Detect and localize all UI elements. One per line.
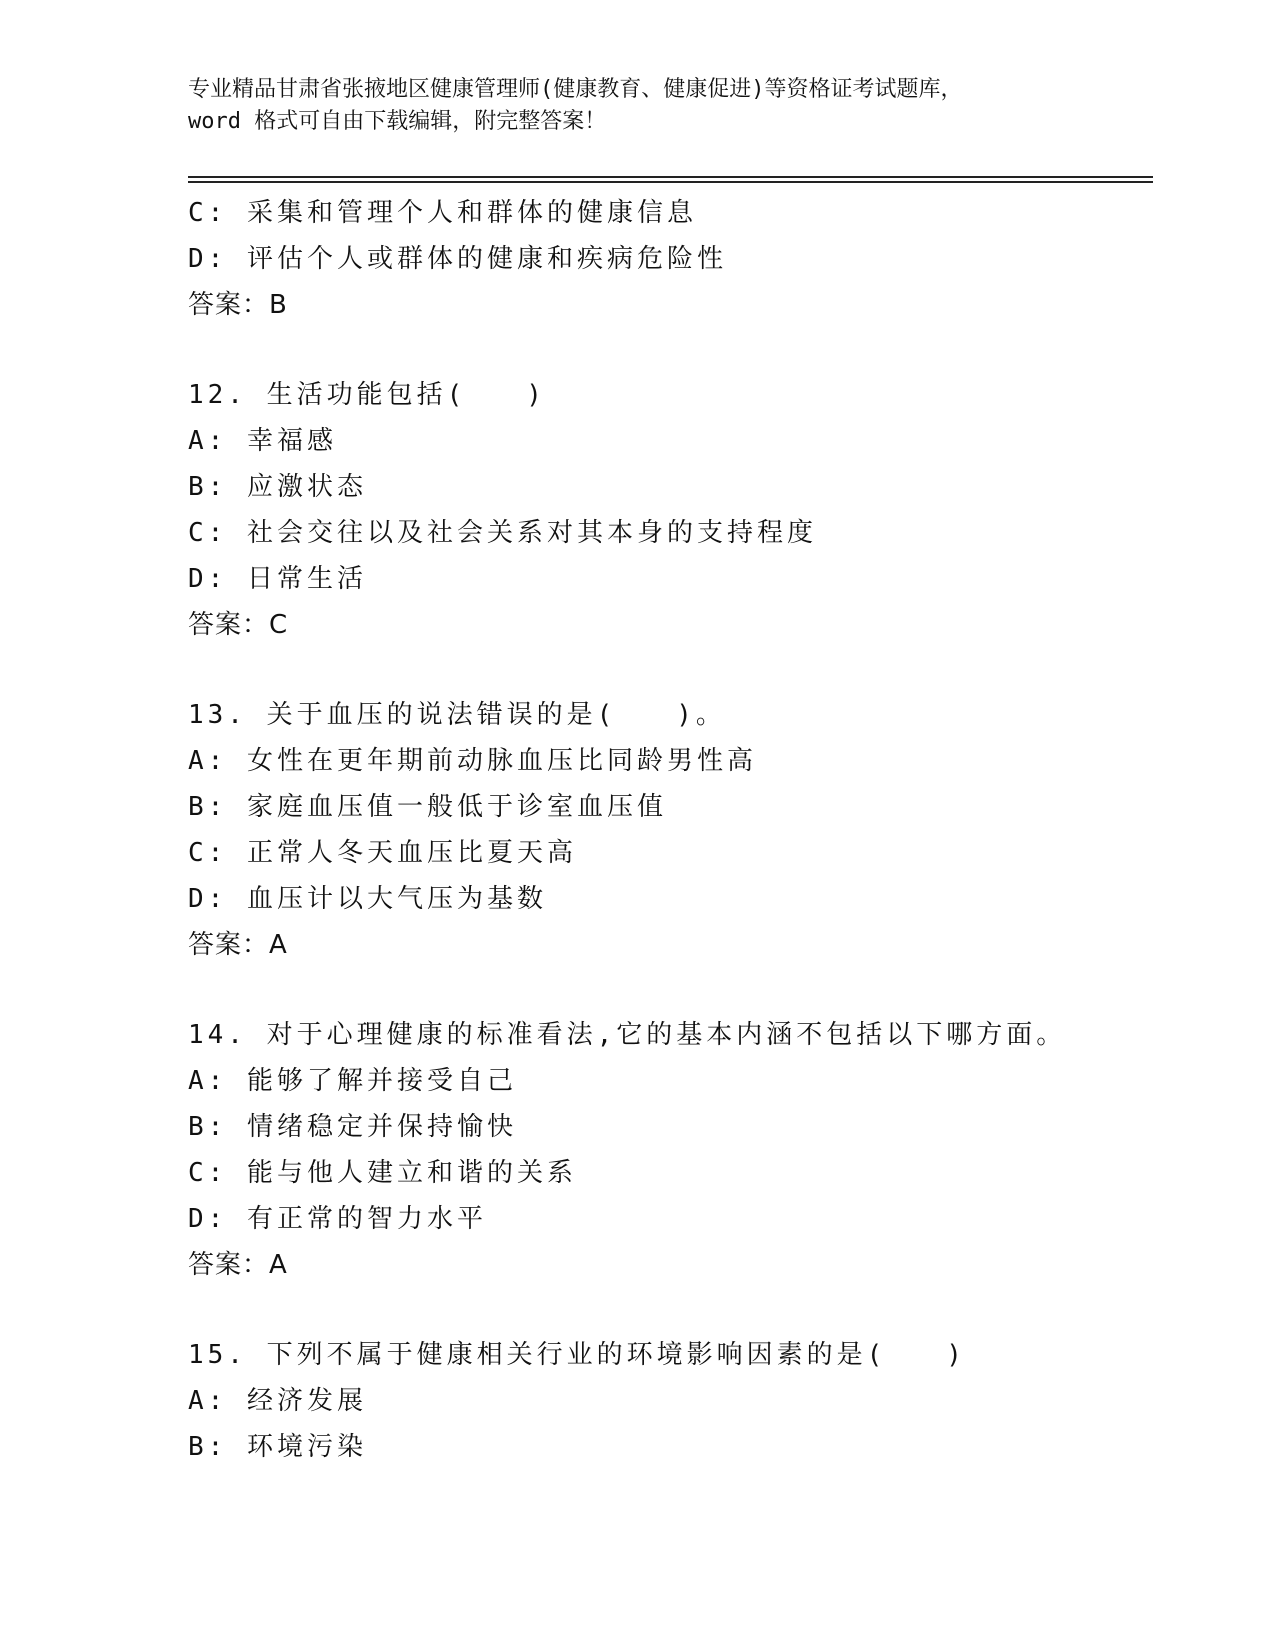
- answer-line: 答案：A: [188, 930, 288, 960]
- option-b: B: 环境污染: [188, 1432, 367, 1462]
- option-a: A: 经济发展: [188, 1386, 367, 1416]
- answer-line: 答案：C: [188, 610, 289, 640]
- answer-line: 答案：B: [188, 290, 288, 320]
- header-double-rule: [188, 176, 1153, 183]
- option-b: B: 应激状态: [188, 472, 367, 502]
- rule-line-bottom: [188, 181, 1153, 183]
- option-c: C: 社会交往以及社会关系对其本身的支持程度: [188, 518, 817, 548]
- question-15: [188, 1332, 1153, 1470]
- question-stem: 12. 生活功能包括( ): [188, 380, 546, 410]
- option-d: D: 日常生活: [188, 564, 367, 594]
- rule-line-top: [188, 176, 1153, 178]
- question-13: [188, 692, 1153, 968]
- option-a: A: 能够了解并接受自己: [188, 1066, 517, 1096]
- option-a: A: 女性在更年期前动脉血压比同龄男性高: [188, 746, 757, 776]
- option-d: D: 评估个人或群体的健康和疾病危险性: [188, 244, 727, 274]
- spacer: [188, 328, 1153, 372]
- option-d: D: 血压计以大气压为基数: [188, 884, 547, 914]
- spacer: [188, 648, 1153, 692]
- option-c: C: 正常人冬天血压比夏天高: [188, 838, 577, 868]
- option-c: C: 采集和管理个人和群体的健康信息: [188, 198, 697, 228]
- question-14: [188, 1012, 1153, 1288]
- answer-line: 答案：A: [188, 1250, 288, 1280]
- spacer: [188, 968, 1153, 1012]
- question-11-continued: [188, 190, 1153, 328]
- question-stem: 13. 关于血压的说法错误的是( )。: [188, 700, 726, 730]
- question-12: [188, 372, 1153, 648]
- header-title-line-2: word 格式可自由下载编辑，附完整答案！: [188, 109, 607, 134]
- option-b: B: 情绪稳定并保持愉快: [188, 1112, 517, 1142]
- option-a: A: 幸福感: [188, 426, 337, 456]
- option-c: C: 能与他人建立和谐的关系: [188, 1158, 577, 1188]
- question-list: [188, 190, 1153, 1470]
- option-d: D: 有正常的智力水平: [188, 1204, 487, 1234]
- document-header: [188, 74, 1088, 138]
- option-b: B: 家庭血压值一般低于诊室血压值: [188, 792, 667, 822]
- spacer: [188, 1288, 1153, 1332]
- question-stem: 14. 对于心理健康的标准看法,它的基本内涵不包括以下哪方面。: [188, 1020, 1067, 1050]
- header-title-line-1: 专业精品甘肃省张掖地区健康管理师(健康教育、健康促进)等资格证考试题库，: [188, 77, 963, 102]
- question-stem: 15. 下列不属于健康相关行业的环境影响因素的是( ): [188, 1340, 966, 1370]
